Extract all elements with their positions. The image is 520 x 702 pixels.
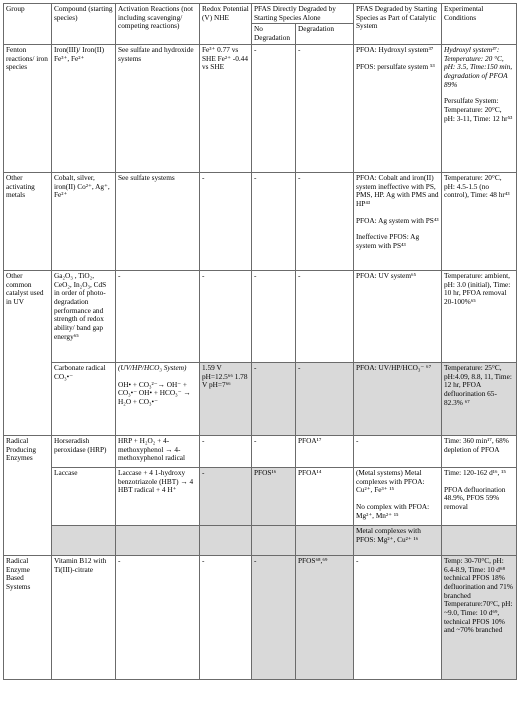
- cell-text: See sulfate systems: [118, 172, 175, 182]
- cell-text: Time: 360 min¹⁷, 68% depletion of PFOA: [444, 435, 509, 454]
- cell-no-degradation: -: [252, 44, 296, 172]
- table-body: [4, 44, 517, 679]
- cell-group: Other common catalyst used in UV: [4, 270, 52, 435]
- cell-group: Radical Producing Enzymes: [4, 435, 52, 555]
- pfas-degradation-table: [3, 3, 517, 680]
- cell-text: Cobalt, silver, iron(II) Co²⁺, Ag⁺, Fe²⁺: [54, 172, 110, 200]
- header-redox: Redox Potential (V) NHE: [200, 4, 252, 45]
- cell-compound: [52, 555, 116, 679]
- cell-compound: [52, 435, 116, 467]
- cell-catalytic: [354, 172, 442, 270]
- cell-text: -: [202, 467, 205, 477]
- cell-text: Laccase + 4 1-hydroxy benzotriazole (HBT) → 4 HBT radical + 4 H⁺: [118, 467, 194, 495]
- cell-text: Carbonate radical CO₃•⁻: [54, 362, 106, 381]
- cell-compound: [52, 467, 116, 525]
- cell-text: Ga₂O₃ , TiO₂, CeO₂, In₂O₃, CdS in order of photo-degradation performance and strength of redox ability/ band gap energy⁶⁵: [54, 270, 107, 341]
- cell-compound: [52, 270, 116, 362]
- cell-text: Laccase: [54, 467, 78, 477]
- cell-redox: [200, 525, 252, 555]
- table-row: [4, 44, 517, 172]
- cell-catalytic: [354, 467, 442, 525]
- cell-text: Fe³⁺ 0.77 vs SHE Fe²⁺ -0.44 vs SHE: [202, 44, 248, 72]
- cell-no-degradation: -: [252, 270, 296, 362]
- cell-text: [444, 46, 514, 90]
- header-no-degradation: No Degradation: [252, 24, 296, 44]
- cell-redox: [200, 467, 252, 525]
- table-row: [4, 270, 517, 362]
- cell-compound: [52, 44, 116, 172]
- cell-text: PFOA: UV system⁶⁵: [356, 270, 417, 280]
- cell-conditions: [442, 172, 517, 270]
- header-group: Group: [4, 4, 52, 45]
- cell-activation: [116, 435, 200, 467]
- table-row: [4, 555, 517, 679]
- cell-no-degradation: PFOS¹⁶: [252, 467, 296, 525]
- cell-group: Radical Enzyme Based Systems: [4, 555, 52, 679]
- cell-text: Iron(III)/ Iron(II) Fe³⁺, Fe²⁺: [54, 44, 105, 63]
- cell-redox: [200, 555, 252, 679]
- cell-text: (UV/HP/HCO₃ System): [118, 362, 187, 372]
- header-catalytic: PFAS Degraded by Starting Species as Part of Catalytic System: [354, 4, 442, 45]
- cell-text: PFOA: Cobalt and iron(II) system ineffective with PS, PMS, HP. Ag with PMS and HP⁴³: [356, 172, 439, 208]
- table-row: [4, 525, 517, 555]
- cell-activation: [116, 467, 200, 525]
- cell-activation: [116, 44, 200, 172]
- cell-conditions: [442, 555, 517, 679]
- cell-catalytic: [354, 362, 442, 435]
- cell-degradation: -: [296, 172, 354, 270]
- table-row: [4, 172, 517, 270]
- cell-redox: [200, 362, 252, 435]
- cell-redox: [200, 435, 252, 467]
- cell-text: Temp: 30-70°C, pH: 6.4-8.9, Time: 10 d⁶⁸ technical PFOS 18% defluorination and 71% branched Temperature:70°C, pH: ~9.0, Time: 10 d⁶⁹, technical PFOS 10% and ~70% branched: [444, 555, 513, 635]
- cell-degradation: PFOA¹⁴: [296, 467, 354, 525]
- cell-text: Hydroxyl system³⁷: Temperature: 20 °C, pH: 3.5, Time:150 min, degradation of PFOA 89%: [444, 44, 513, 89]
- cell-text: Horseradish peroxidase (HRP): [54, 435, 107, 454]
- cell-catalytic: [354, 44, 442, 172]
- cell-text: -: [356, 435, 359, 445]
- cell-text: Vitamin B12 with Ti(III)-citrate: [54, 555, 107, 574]
- cell-group: Other activating metals: [4, 172, 52, 270]
- cell-degradation: -: [296, 270, 354, 362]
- cell-text: -: [118, 270, 121, 280]
- cell-compound: [52, 362, 116, 435]
- cell-conditions: [442, 467, 517, 525]
- cell-text: (Metal systems) Metal complexes with PFOA: Cu²⁺, Fe³⁺ ¹⁵: [356, 467, 425, 495]
- cell-text: PFOA: UV/HP/HCO₃⁻ ⁶⁷: [356, 362, 432, 372]
- cell-text: PFOA: Hydroxyl system³⁷: [356, 44, 434, 54]
- cell-degradation: PFOS⁶⁸,⁶⁹: [296, 555, 354, 679]
- cell-text: PFOA: Ag system with PS⁴³: [356, 215, 439, 225]
- cell-text: PFOS: persulfate system ⁵³: [356, 61, 435, 71]
- cell-text: Ineffective PFOS: Ag system with PS⁴³: [356, 232, 420, 251]
- header-degradation: Degradation: [296, 24, 354, 44]
- cell-activation: [116, 555, 200, 679]
- cell-text: PFOA defluorination 48.9%, PFOS 59% removal: [444, 484, 506, 511]
- cell-catalytic: [354, 555, 442, 679]
- header-direct-degradation: PFAS Directly Degraded by Starting Species Alone: [252, 4, 354, 24]
- cell-degradation: -: [296, 44, 354, 172]
- cell-degradation: -: [296, 362, 354, 435]
- cell-text: -: [118, 555, 121, 565]
- cell-no-degradation: -: [252, 555, 296, 679]
- cell-text: OH• + CO₃²⁻→ OH⁻ + CO₃•⁻ OH• + HCO₃⁻ → H₂O + CO₃•⁻: [118, 379, 191, 406]
- cell-catalytic: [354, 270, 442, 362]
- cell-compound: [52, 525, 116, 555]
- cell-text: -: [202, 270, 205, 280]
- table-row: [4, 467, 517, 525]
- cell-activation: [116, 270, 200, 362]
- cell-text: Temperature: 20°C, pH: 4.5-1.5 (no control), Time: 48 hr⁴³: [444, 172, 510, 200]
- cell-activation: [116, 362, 200, 435]
- cell-no-degradation: -: [252, 362, 296, 435]
- cell-no-degradation: -: [252, 435, 296, 467]
- cell-text: Temperature: 25°C, pH:4.09, 8.8, 11, Time: 12 hr, PFOA defluorination 65-82.3% ⁶⁷: [444, 362, 512, 407]
- cell-conditions: [442, 435, 517, 467]
- cell-degradation: [296, 525, 354, 555]
- cell-no-degradation: [252, 525, 296, 555]
- cell-no-degradation: -: [252, 172, 296, 270]
- cell-group: Fenton reactions/ iron species: [4, 44, 52, 172]
- cell-text: See sulfate and hydroxide systems: [118, 44, 194, 63]
- header-conditions: Experimental Conditions: [442, 4, 517, 45]
- cell-text: Persulfate System: Temperature: 20°C, pH: 3-11, Time: 12 hr⁵³: [444, 96, 513, 123]
- cell-compound: [52, 172, 116, 270]
- cell-text: 1.59 V pH=12.5⁶⁶ 1.78 V pH=7⁶⁶: [202, 362, 248, 390]
- cell-degradation: PFOA¹⁷: [296, 435, 354, 467]
- cell-text: Metal complexes with PFOS: Mg²⁺, Cu²⁺ ¹⁶: [356, 525, 421, 544]
- cell-conditions: [442, 525, 517, 555]
- cell-conditions: [442, 44, 517, 172]
- header-compound: Compound (starting species): [52, 4, 116, 45]
- cell-catalytic: [354, 435, 442, 467]
- header-activation: Activation Reactions (not including scavenging/ competing reactions): [116, 4, 200, 45]
- cell-conditions: [442, 362, 517, 435]
- cell-activation: [116, 172, 200, 270]
- cell-catalytic: [354, 525, 442, 555]
- cell-text: -: [202, 555, 205, 565]
- cell-text: HRP + H₂O₂ + 4-methoxyphenol → 4-methoxyphenol radical: [118, 435, 186, 463]
- cell-conditions: [442, 270, 517, 362]
- cell-text: -: [356, 555, 359, 565]
- cell-redox: [200, 44, 252, 172]
- table-row: [4, 362, 517, 435]
- cell-text: Temperature: ambient, pH: 3.0 (initial), Time: 10 hr, PFOA removal 20-100%⁶⁵: [444, 270, 511, 306]
- cell-activation: [116, 525, 200, 555]
- cell-redox: [200, 270, 252, 362]
- table-row: [4, 435, 517, 467]
- cell-text: -: [202, 172, 205, 182]
- cell-redox: [200, 172, 252, 270]
- cell-text: No complex with PFOA: Mg²⁺, Mn²⁺ ¹⁵: [356, 501, 430, 520]
- cell-text: Time: 120-162 d¹⁶, ¹⁵: [444, 467, 506, 477]
- cell-text: -: [202, 435, 205, 445]
